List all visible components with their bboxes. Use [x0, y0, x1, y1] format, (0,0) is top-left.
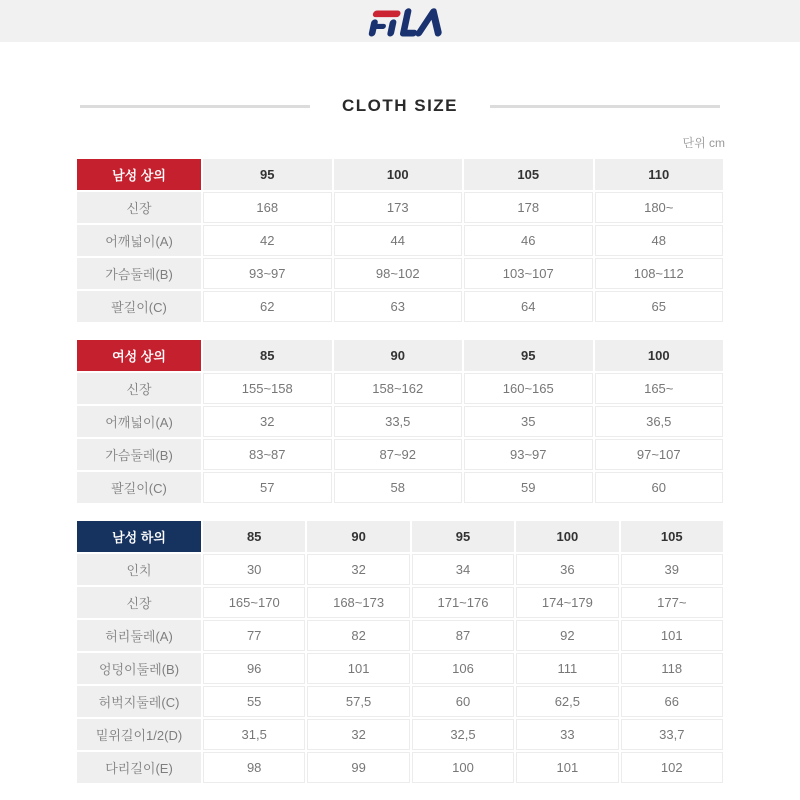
value-cell: 99	[307, 752, 409, 783]
table-title-cell: 남성 하의	[77, 521, 201, 552]
size-header-cell: 100	[334, 159, 463, 190]
value-cell: 87	[412, 620, 514, 651]
size-header-cell: 90	[334, 340, 463, 371]
value-cell: 33,7	[621, 719, 723, 750]
value-cell: 65	[595, 291, 724, 322]
value-cell: 118	[621, 653, 723, 684]
value-cell: 174~179	[516, 587, 618, 618]
value-cell: 77	[203, 620, 305, 651]
value-cell: 103~107	[464, 258, 593, 289]
row-label-cell: 가슴둘레(B)	[77, 439, 201, 470]
table-row	[77, 653, 723, 684]
table-row	[77, 752, 723, 783]
table-title-cell: 여성 상의	[77, 340, 201, 371]
table-row	[77, 192, 723, 223]
value-cell: 97~107	[595, 439, 724, 470]
value-cell: 30	[203, 554, 305, 585]
value-cell: 96	[203, 653, 305, 684]
value-cell: 106	[412, 653, 514, 684]
table-row	[77, 291, 723, 322]
value-cell: 62,5	[516, 686, 618, 717]
table-header-row	[77, 521, 723, 552]
row-label-cell: 신장	[77, 373, 201, 404]
value-cell: 60	[412, 686, 514, 717]
value-cell: 46	[464, 225, 593, 256]
row-label-cell: 허리둘레(A)	[77, 620, 201, 651]
table-row	[77, 587, 723, 618]
size-table	[75, 519, 725, 785]
row-label-cell: 가슴둘레(B)	[77, 258, 201, 289]
row-label-cell: 어깨넓이(A)	[77, 406, 201, 437]
value-cell: 35	[464, 406, 593, 437]
value-cell: 87~92	[334, 439, 463, 470]
value-cell: 160~165	[464, 373, 593, 404]
table-row	[77, 620, 723, 651]
row-label-cell: 어깨넓이(A)	[77, 225, 201, 256]
value-cell: 36,5	[595, 406, 724, 437]
value-cell: 168~173	[307, 587, 409, 618]
value-cell: 158~162	[334, 373, 463, 404]
row-label-cell: 신장	[77, 192, 201, 223]
value-cell: 180~	[595, 192, 724, 223]
value-cell: 39	[621, 554, 723, 585]
table-row	[77, 439, 723, 470]
value-cell: 48	[595, 225, 724, 256]
size-header-cell: 95	[203, 159, 332, 190]
fila-logo	[348, 6, 452, 38]
value-cell: 58	[334, 472, 463, 503]
value-cell: 59	[464, 472, 593, 503]
size-header-cell: 105	[464, 159, 593, 190]
row-label-cell: 허벅지둘레(C)	[77, 686, 201, 717]
table-row	[77, 373, 723, 404]
size-header-cell: 90	[307, 521, 409, 552]
row-label-cell: 팔길이(C)	[77, 291, 201, 322]
value-cell: 98	[203, 752, 305, 783]
value-cell: 177~	[621, 587, 723, 618]
page-title-row	[80, 96, 720, 116]
value-cell: 57	[203, 472, 332, 503]
row-label-cell: 신장	[77, 587, 201, 618]
row-label-cell: 팔길이(C)	[77, 472, 201, 503]
title-divider-right	[490, 105, 720, 108]
table-header-row	[77, 340, 723, 371]
size-header-cell: 110	[595, 159, 724, 190]
title-divider-left	[80, 105, 310, 108]
value-cell: 32	[307, 719, 409, 750]
row-label-cell: 다리길이(E)	[77, 752, 201, 783]
value-cell: 63	[334, 291, 463, 322]
value-cell: 165~170	[203, 587, 305, 618]
value-cell: 165~	[595, 373, 724, 404]
value-cell: 82	[307, 620, 409, 651]
top-banner	[0, 0, 800, 42]
row-label-cell: 인치	[77, 554, 201, 585]
value-cell: 178	[464, 192, 593, 223]
table-row	[77, 472, 723, 503]
value-cell: 34	[412, 554, 514, 585]
unit-label: 단위 cm	[682, 136, 725, 150]
value-cell: 111	[516, 653, 618, 684]
table-row	[77, 686, 723, 717]
value-cell: 101	[621, 620, 723, 651]
value-cell: 57,5	[307, 686, 409, 717]
value-cell: 42	[203, 225, 332, 256]
value-cell: 62	[203, 291, 332, 322]
size-header-cell: 100	[516, 521, 618, 552]
value-cell: 101	[307, 653, 409, 684]
size-header-cell: 85	[203, 521, 305, 552]
value-cell: 33,5	[334, 406, 463, 437]
size-chart-content	[75, 134, 725, 785]
table-row	[77, 258, 723, 289]
value-cell: 171~176	[412, 587, 514, 618]
page-title: CLOTH SIZE	[341, 96, 459, 115]
value-cell: 101	[516, 752, 618, 783]
value-cell: 31,5	[203, 719, 305, 750]
value-cell: 36	[516, 554, 618, 585]
table-header-row	[77, 159, 723, 190]
value-cell: 92	[516, 620, 618, 651]
value-cell: 155~158	[203, 373, 332, 404]
value-cell: 173	[334, 192, 463, 223]
size-header-cell: 85	[203, 340, 332, 371]
value-cell: 64	[464, 291, 593, 322]
size-table	[75, 157, 725, 324]
value-cell: 98~102	[334, 258, 463, 289]
size-header-cell: 95	[464, 340, 593, 371]
table-row	[77, 406, 723, 437]
value-cell: 93~97	[464, 439, 593, 470]
fila-logo-icon	[348, 6, 452, 38]
size-table	[75, 338, 725, 505]
row-label-cell: 엉덩이둘레(B)	[77, 653, 201, 684]
value-cell: 60	[595, 472, 724, 503]
size-header-cell: 95	[412, 521, 514, 552]
value-cell: 44	[334, 225, 463, 256]
value-cell: 108~112	[595, 258, 724, 289]
table-row	[77, 719, 723, 750]
value-cell: 33	[516, 719, 618, 750]
value-cell: 55	[203, 686, 305, 717]
value-cell: 83~87	[203, 439, 332, 470]
value-cell: 66	[621, 686, 723, 717]
table-row	[77, 554, 723, 585]
value-cell: 32	[203, 406, 332, 437]
table-row	[77, 225, 723, 256]
row-label-cell: 밑위길이1/2(D)	[77, 719, 201, 750]
size-tables	[75, 157, 725, 785]
value-cell: 102	[621, 752, 723, 783]
size-header-cell: 100	[595, 340, 724, 371]
size-header-cell: 105	[621, 521, 723, 552]
value-cell: 100	[412, 752, 514, 783]
value-cell: 32	[307, 554, 409, 585]
table-title-cell: 남성 상의	[77, 159, 201, 190]
value-cell: 168	[203, 192, 332, 223]
value-cell: 93~97	[203, 258, 332, 289]
value-cell: 32,5	[412, 719, 514, 750]
